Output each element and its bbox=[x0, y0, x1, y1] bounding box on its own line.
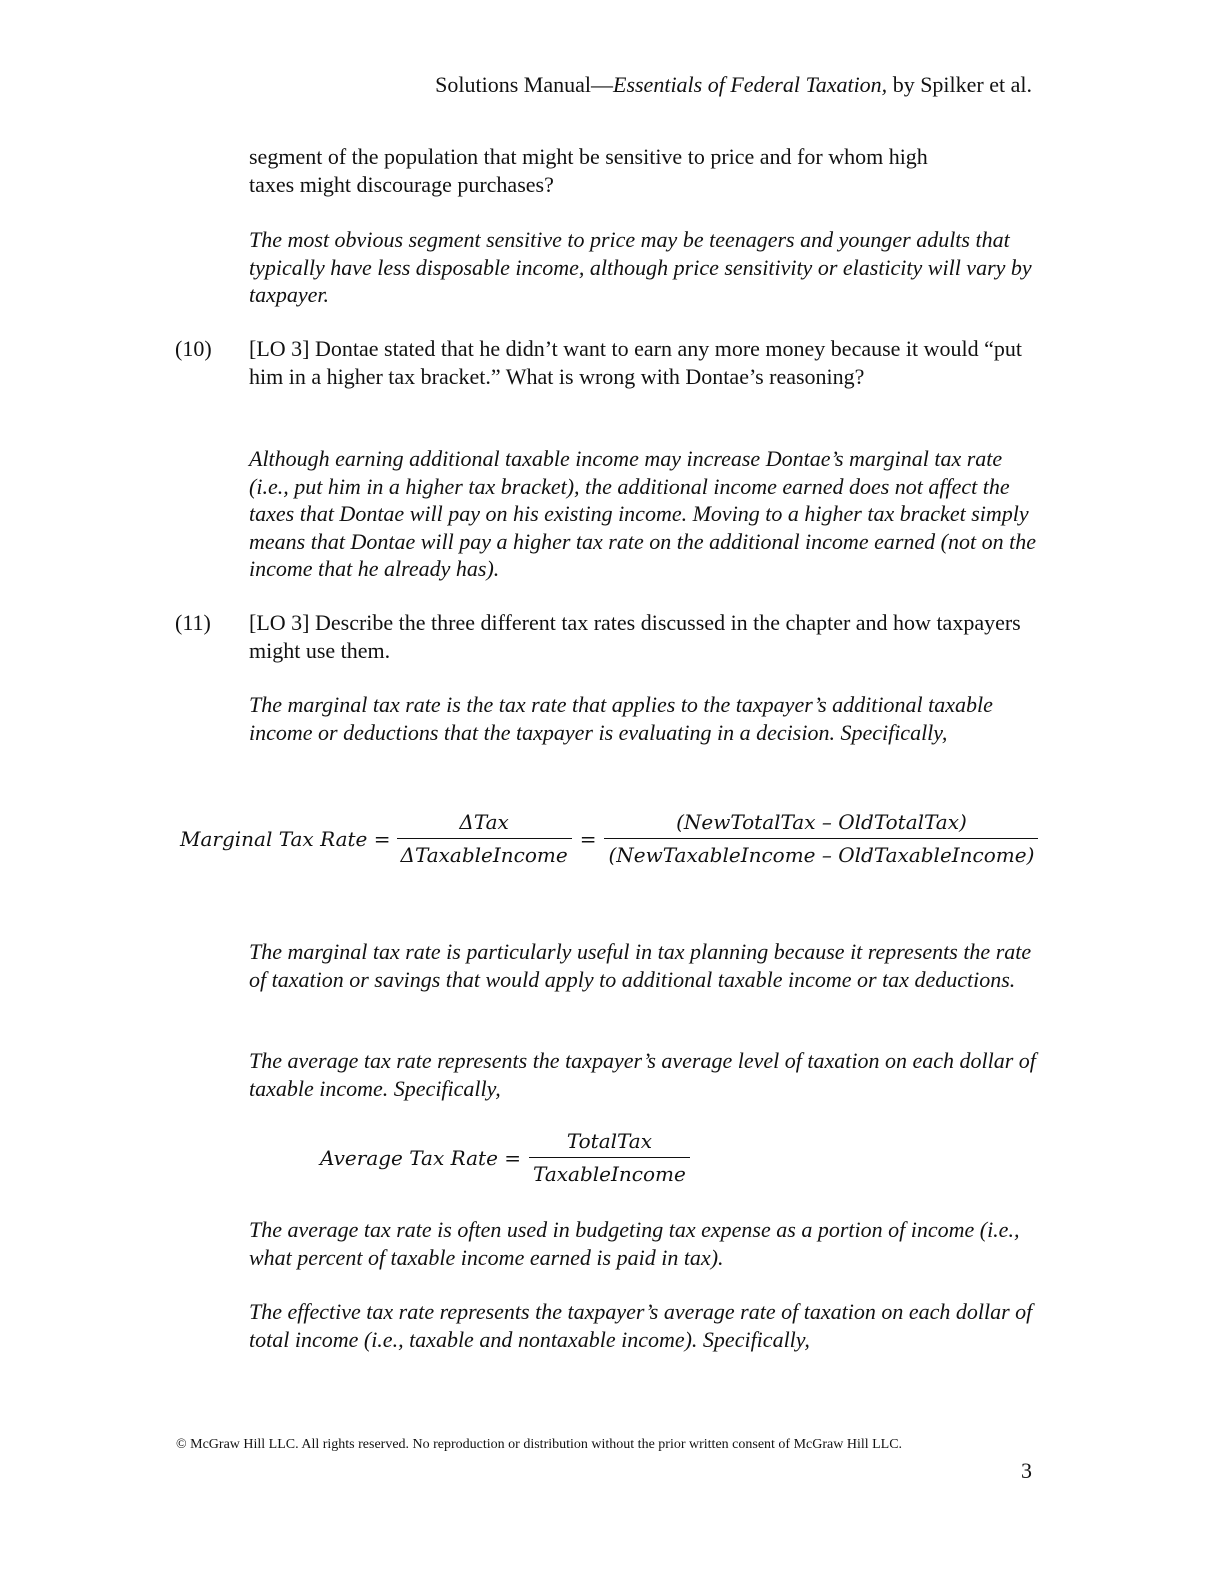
question-10-text: [LO 3] Dontae stated that he didn’t want to earn any more money because it would “put him in a higher tax bracket.” What is wrong with Dontae’s reasoning? bbox=[249, 336, 1023, 389]
marginal-rate-use: The marginal tax rate is particularly useful in tax planning because it represents the rate of taxation or savings that would apply to additional taxable income or tax deductions. bbox=[249, 939, 1032, 992]
question-10-number: (10) bbox=[175, 336, 212, 361]
header-prefix: Solutions Manual— bbox=[435, 72, 613, 97]
effective-rate-intro: The effective tax rate represents the taxpayer’s average rate of taxation on each dollar of total income (i.e., taxable and nontaxable income). Specifically, bbox=[249, 1299, 1033, 1352]
marginal-eq-frac1-numerator: ΔTax bbox=[397, 810, 572, 839]
average-eq-denominator: TaxableIncome bbox=[533, 1162, 686, 1186]
question-11-text: [LO 3] Describe the three different tax rates discussed in the chapter and how taxpayers might use them. bbox=[249, 610, 1021, 663]
header-suffix: by Spilker et al. bbox=[887, 72, 1032, 97]
marginal-eq-lhs: Marginal Tax Rate = bbox=[180, 826, 391, 851]
continued-question bbox=[249, 143, 1049, 198]
running-header bbox=[435, 72, 1032, 98]
continued-question-line-2: taxes might discourage purchases? bbox=[249, 171, 554, 197]
average-eq-fraction bbox=[529, 1129, 690, 1186]
header-book-title: Essentials of Federal Taxation, bbox=[613, 72, 888, 97]
average-rate-intro: The average tax rate represents the taxpayer’s average level of taxation on each dollar of taxable income. Specifically, bbox=[249, 1048, 1036, 1101]
average-tax-rate-equation bbox=[320, 1129, 690, 1186]
average-eq-lhs: Average Tax Rate = bbox=[320, 1145, 522, 1170]
marginal-eq-fraction-2 bbox=[604, 810, 1038, 867]
page-number: 3 bbox=[1021, 1458, 1032, 1483]
marginal-rate-intro: The marginal tax rate is the tax rate that applies to the taxpayer’s additional taxable income or deductions that the taxpayer is evaluating in a decision. Specifically, bbox=[249, 692, 993, 745]
question-10 bbox=[175, 335, 1042, 390]
question-11 bbox=[175, 609, 1042, 664]
average-eq-numerator: TotalTax bbox=[529, 1129, 690, 1158]
average-rate-use: The average tax rate is often used in budgeting tax expense as a portion of income (i.e., what percent of taxable income earned is paid in tax). bbox=[249, 1217, 1020, 1270]
marginal-eq-frac2-numerator: (NewTotalTax – OldTotalTax) bbox=[604, 810, 1038, 839]
marginal-eq-frac1-denominator: ΔTaxableIncome bbox=[400, 843, 568, 867]
question-11-number: (11) bbox=[175, 610, 211, 635]
marginal-tax-rate-equation bbox=[180, 810, 1038, 867]
marginal-eq-frac2-denominator: (NewTaxableIncome – OldTaxableIncome) bbox=[608, 843, 1035, 867]
continued-answer: The most obvious segment sensitive to price may be teenagers and younger adults that typically have less disposable income, although price sensitivity or elasticity will vary by taxpayer. bbox=[249, 227, 1032, 307]
question-10-answer: Although earning additional taxable income may increase Dontae’s marginal tax rate (i.e., put him in a higher tax bracket), the additional income earned does not affect the taxes that Dontae will pay on his existing income. Moving to a higher tax bracket simply means that Dontae will pay a higher tax rate on the additional income earned (not on the income that he already has). bbox=[249, 446, 1036, 581]
marginal-eq-fraction-1 bbox=[397, 810, 572, 867]
continued-question-line-1: segment of the population that might be sensitive to price and for whom high bbox=[249, 144, 928, 169]
marginal-eq-equals: = bbox=[579, 826, 597, 851]
copyright-text: © McGraw Hill LLC. All rights reserved. No reproduction or distribution without the prior written consent of McGraw Hill LLC. bbox=[176, 1437, 903, 1452]
